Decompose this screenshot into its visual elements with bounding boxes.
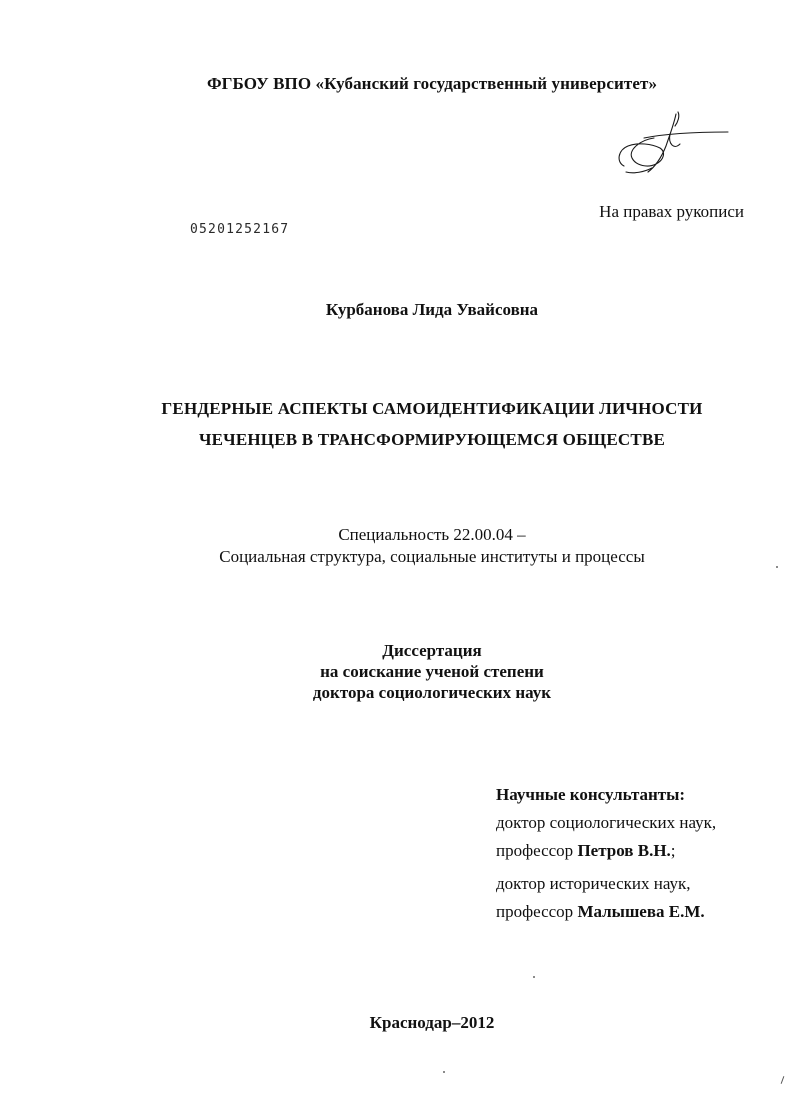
scan-speck bbox=[776, 566, 778, 568]
handwritten-signature bbox=[604, 104, 754, 184]
consultants-heading: Научные консультанты: bbox=[496, 785, 686, 804]
scan-speck bbox=[443, 1071, 445, 1073]
consultant-1-degree: доктор социологических наук, bbox=[496, 813, 717, 832]
degree-line: на соискание ученой степени bbox=[320, 662, 544, 681]
dissertation-title bbox=[60, 393, 799, 455]
dissertation-type-block bbox=[60, 640, 799, 703]
city-year: Краснодар–2012 bbox=[369, 1013, 495, 1032]
degree-field: доктора социологических наук bbox=[312, 683, 552, 702]
consultant-1-name: Петров В.Н. bbox=[577, 841, 671, 860]
scan-mark bbox=[781, 1076, 785, 1084]
consultant-2-name: Малышева Е.М. bbox=[577, 902, 705, 921]
manuscript-note: На правах рукописи bbox=[599, 202, 744, 221]
author-name: Курбанова Лида Увайсовна bbox=[325, 300, 539, 319]
specialty-code: Специальность 22.00.04 – bbox=[338, 525, 526, 544]
title-line-1: ГЕНДЕРНЫЕ АСПЕКТЫ САМОИДЕНТИФИКАЦИИ ЛИЧНОСТИ bbox=[161, 399, 703, 418]
specialty-block bbox=[60, 524, 799, 568]
scan-speck bbox=[533, 976, 535, 978]
specialty-description: Социальная структура, социальные институты и процессы bbox=[219, 547, 645, 566]
consultant-1-punct: ; bbox=[670, 841, 676, 860]
archive-stamp-number: 05201252167 bbox=[190, 222, 290, 237]
dissertation-label: Диссертация bbox=[382, 641, 482, 660]
consultant-2-degree: доктор исторических наук, bbox=[496, 874, 691, 893]
consultant-2-line bbox=[496, 898, 716, 926]
title-line-2: ЧЕЧЕНЦЕВ В ТРАНСФОРМИРУЮЩЕМСЯ ОБЩЕСТВЕ bbox=[198, 430, 666, 449]
consultant-1-title: профессор bbox=[496, 841, 574, 860]
scientific-consultants bbox=[496, 781, 716, 926]
consultant-1-line bbox=[496, 837, 716, 865]
institution-name: ФГБОУ ВПО «Кубанский государственный университет» bbox=[206, 74, 658, 93]
consultant-2-title: профессор bbox=[496, 902, 574, 921]
